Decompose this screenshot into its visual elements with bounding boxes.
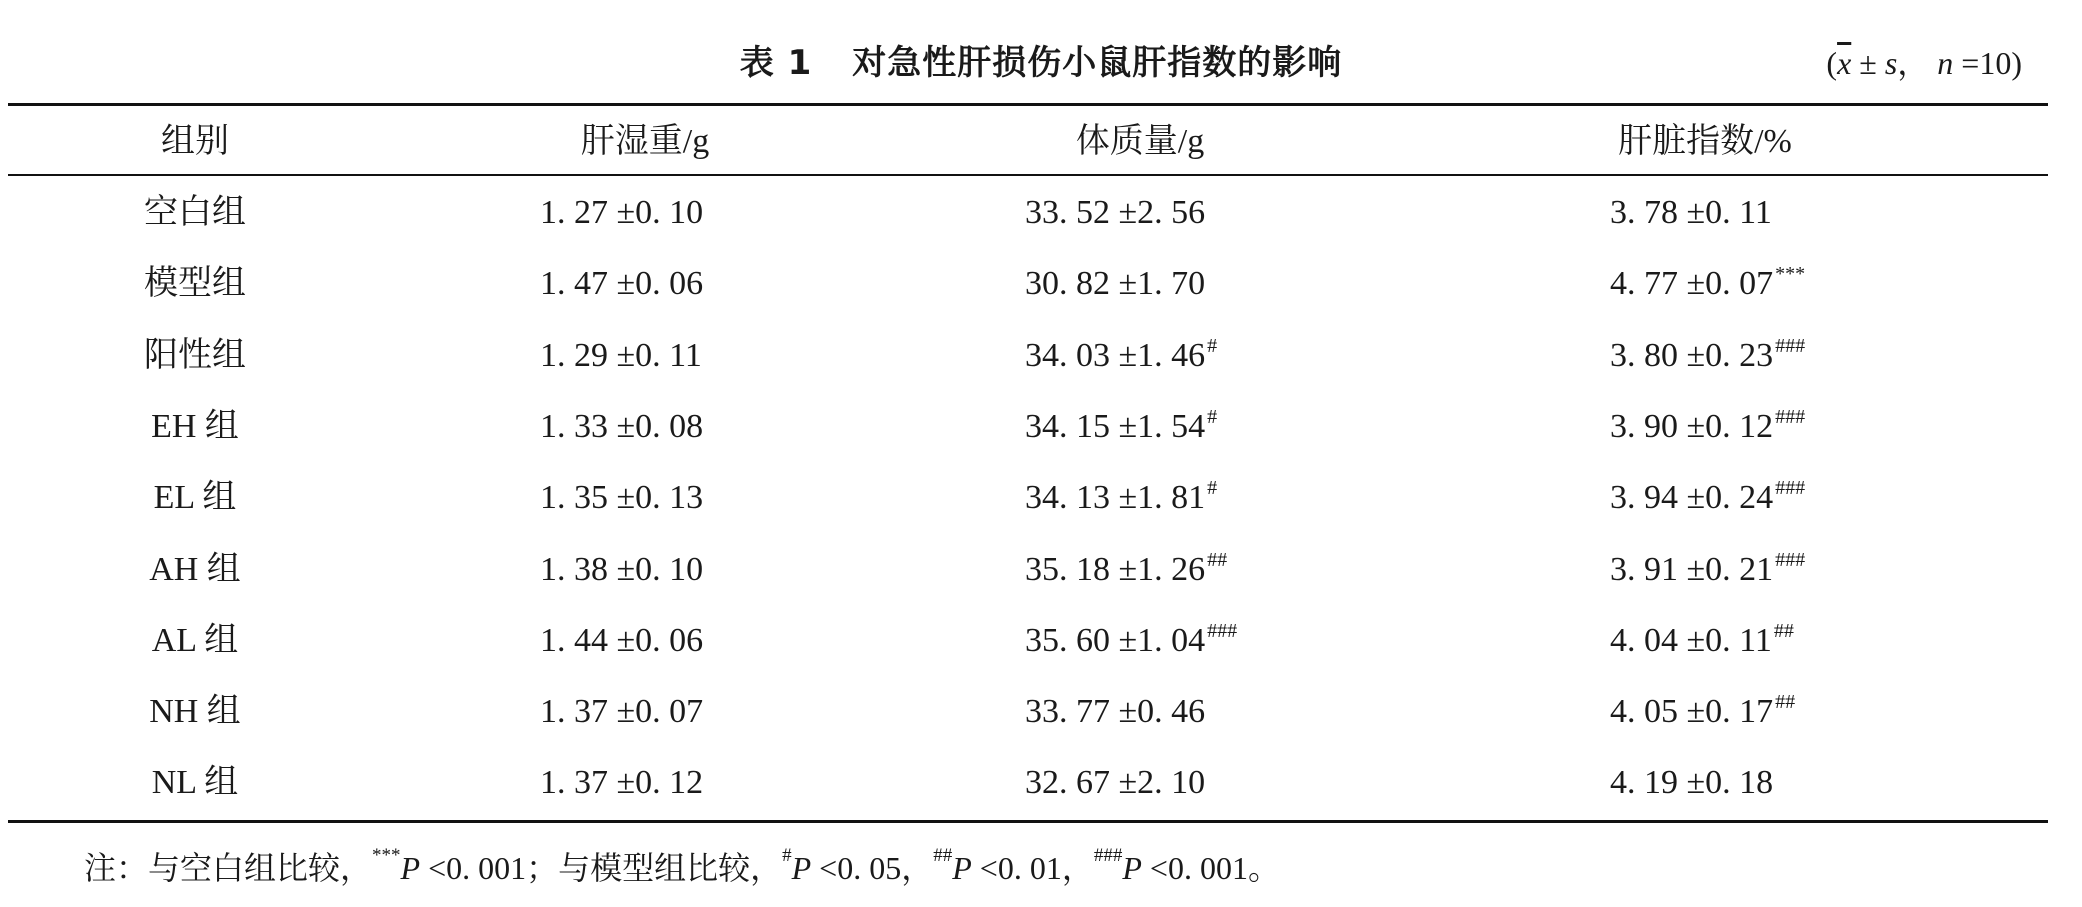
cell-liver-index: 3. 90 ±0. 12 ### (1610, 406, 1806, 445)
cell-liver-index: 3. 94 ±0. 24 ### (1610, 477, 1806, 516)
significance-marker: ### (1775, 549, 1806, 571)
table-header-rule (8, 174, 2048, 176)
cell-liver-index: 4. 77 ±0. 07 *** (1610, 263, 1806, 302)
cell-liver-index: 4. 04 ±0. 11 ## (1610, 620, 1794, 659)
cell-body-mass: 34. 13 ±1. 81 # (1025, 477, 1218, 516)
cell-liver-wet-weight: 1. 33 ±0. 08 (540, 408, 704, 445)
significance-marker: # (1207, 477, 1218, 499)
significance-marker: *** (1775, 263, 1806, 285)
mean-symbol: $\overline{x}$ (1837, 45, 1852, 81)
table-bottom-rule (8, 820, 2048, 823)
cell-body-mass: 33. 77 ±0. 46 (1025, 693, 1206, 730)
table-caption: 对急性肝损伤小鼠肝指数的影响 (852, 43, 1343, 83)
table-row (0, 183, 2082, 243)
cell-liver-wet-weight: 1. 38 ±0. 10 (540, 551, 704, 588)
table-header-row (0, 112, 2082, 172)
cell-liver-wet-weight: 1. 35 ±0. 13 (540, 479, 704, 516)
cell-liver-wet-weight: 1. 27 ±0. 10 (540, 194, 704, 231)
cell-body-mass: 30. 82 ±1. 70 (1025, 265, 1206, 302)
table-row (0, 468, 2082, 528)
table-row (0, 682, 2082, 742)
sample-size-symbol: n (1937, 45, 1954, 81)
significance-marker: ### (1775, 406, 1806, 428)
cell-liver-wet-weight: 1. 37 ±0. 12 (540, 764, 704, 801)
cell-liver-index: 4. 05 ±0. 17 ## (1610, 691, 1796, 730)
table-top-rule (8, 103, 2048, 106)
significance-marker: # (1207, 335, 1218, 357)
significance-marker: ## (1775, 691, 1796, 713)
cell-liver-wet-weight: 1. 37 ±0. 07 (540, 693, 704, 730)
header-body-mass: 体质量/g (1075, 123, 1205, 160)
cell-body-mass: 35. 18 ±1. 26 ## (1025, 549, 1228, 588)
table-title (0, 38, 2082, 88)
cell-body-mass: 35. 60 ±1. 04 ### (1025, 620, 1238, 659)
header-liver-index: 肝脏指数/% (1618, 123, 1792, 160)
significance-marker: ### (1207, 620, 1238, 642)
table-footnote: 注：与空白组比较，***P <0. 001；与模型组比较，#P <0. 05，##P <0. 01，###P <0. 001。 (84, 845, 1280, 886)
table-row (0, 326, 2082, 386)
table-row (0, 254, 2082, 314)
cell-group: AH 组 (149, 551, 241, 588)
significance-marker: # (1207, 406, 1218, 428)
significance-marker: ### (1775, 477, 1806, 499)
table-row (0, 397, 2082, 457)
header-liver-wet-weight: 肝湿重/g (580, 123, 710, 160)
cell-group: NH 组 (149, 693, 241, 730)
cell-group: 模型组 (144, 265, 246, 302)
table-row (0, 753, 2082, 813)
cell-group: 阳性组 (144, 337, 246, 374)
cell-group: EL 组 (153, 479, 237, 516)
cell-body-mass: 34. 15 ±1. 54 # (1025, 406, 1218, 445)
table-number: 表 1 (739, 43, 813, 83)
cell-liver-wet-weight: 1. 44 ±0. 06 (540, 622, 704, 659)
cell-group: NL 组 (151, 764, 239, 801)
cell-liver-index: 3. 78 ±0. 11 (1610, 194, 1772, 231)
cell-liver-index: 3. 80 ±0. 23 ### (1610, 335, 1806, 374)
cell-group: AL 组 (151, 622, 239, 659)
cell-body-mass: 32. 67 ±2. 10 (1025, 764, 1206, 801)
significance-marker: ### (1775, 335, 1806, 357)
cell-body-mass: 33. 52 ±2. 56 (1025, 194, 1206, 231)
header-group: 组别 (161, 123, 229, 160)
significance-marker: ## (1773, 620, 1794, 642)
table-row (0, 540, 2082, 600)
table-row (0, 611, 2082, 671)
cell-group: EH 组 (151, 408, 239, 445)
cell-liver-wet-weight: 1. 29 ±0. 11 (540, 337, 702, 374)
cell-group: 空白组 (144, 194, 246, 231)
cell-liver-index: 4. 19 ±0. 18 (1610, 764, 1774, 801)
cell-body-mass: 34. 03 ±1. 46 # (1025, 335, 1218, 374)
statistics-note: ($\overline{x} \pm s$， n =10) (1826, 45, 2022, 81)
sd-symbol: s (1884, 45, 1898, 81)
significance-marker: ## (1207, 549, 1228, 571)
cell-liver-index: 3. 91 ±0. 21 ### (1610, 549, 1806, 588)
cell-liver-wet-weight: 1. 47 ±0. 06 (540, 265, 704, 302)
